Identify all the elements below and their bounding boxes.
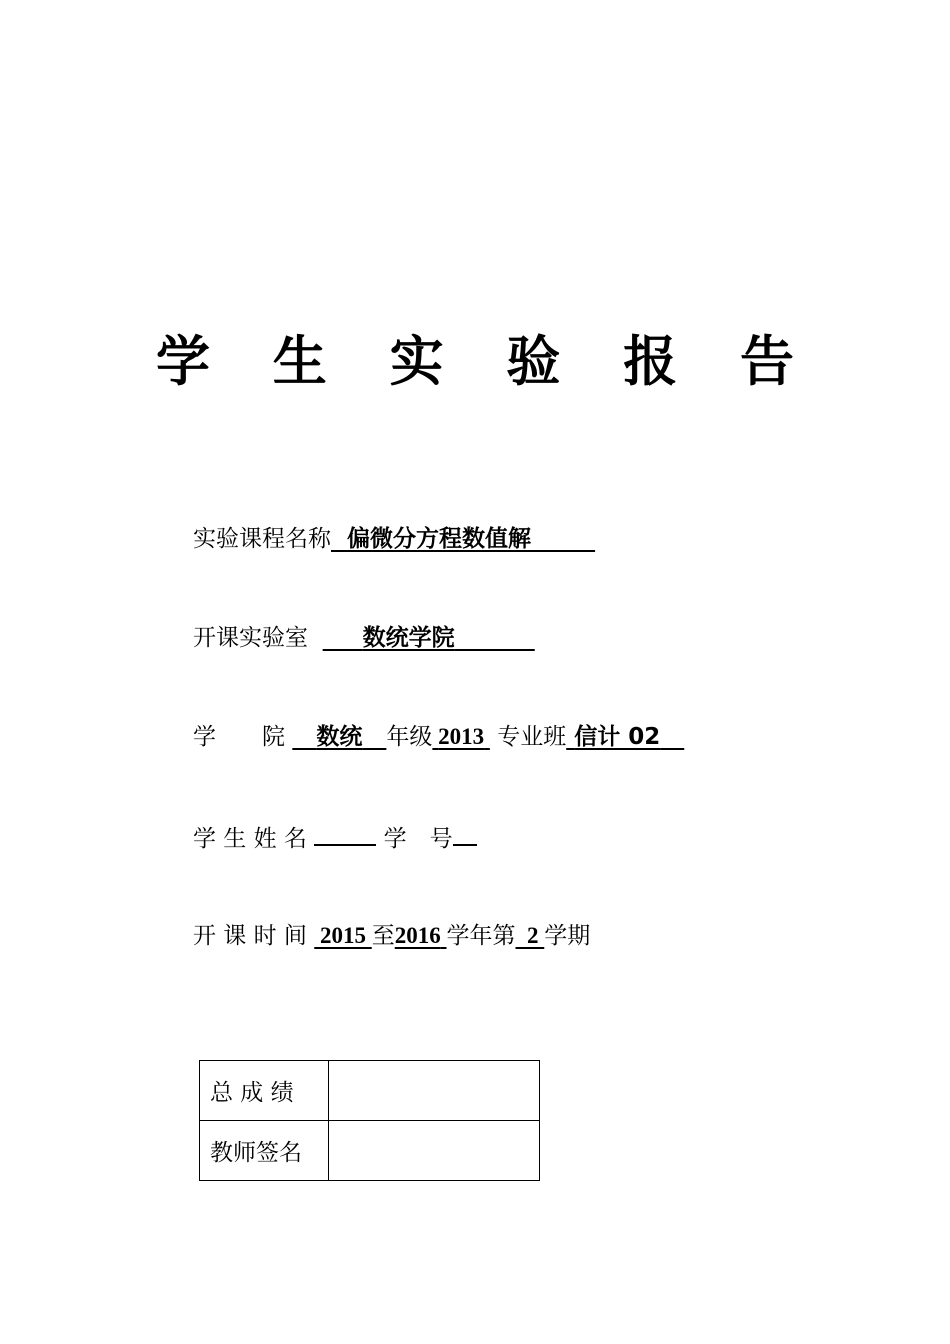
course-value: 偏微分方程数值解	[347, 526, 532, 552]
report-title: 学 生 实 验 报 告	[156, 330, 816, 393]
student-id-label: 学 号	[383, 826, 453, 852]
teacher-signature-label: 教师签名	[200, 1121, 329, 1181]
school-value: 数统	[316, 724, 363, 750]
lab-row	[193, 620, 535, 656]
total-score-cell	[329, 1061, 540, 1121]
teacher-signature-row	[200, 1121, 540, 1181]
student-name-blank	[314, 818, 376, 846]
course-row	[193, 521, 595, 557]
term-from: 2015	[320, 923, 366, 948]
term-to-label: 至	[371, 923, 395, 949]
major-value: 信计 02	[574, 724, 661, 750]
total-score-label: 总 成 绩	[200, 1061, 329, 1121]
term-semester: 2	[527, 923, 539, 948]
course-label: 实验课程名称	[193, 526, 331, 552]
school-label: 学 院	[193, 724, 285, 750]
student-id-blank	[453, 818, 477, 846]
school-row	[193, 719, 684, 755]
grade-table	[199, 1060, 540, 1181]
grade-label: 年级	[386, 724, 433, 750]
term-row	[193, 918, 590, 954]
student-row	[193, 818, 477, 857]
total-score-row	[200, 1061, 540, 1121]
teacher-signature-cell	[329, 1121, 540, 1181]
major-label: 专业班	[497, 724, 567, 750]
grade-value: 2013	[438, 724, 485, 749]
term-to: 2016	[394, 923, 441, 948]
term-year-label: 学年第	[446, 923, 516, 949]
term-semester-label: 学期	[544, 923, 591, 949]
student-name-label: 学 生 姓 名	[193, 826, 307, 852]
term-label: 开 课 时 间	[193, 923, 307, 949]
lab-value: 数统学院	[362, 625, 455, 651]
lab-label: 开课实验室	[193, 625, 308, 651]
